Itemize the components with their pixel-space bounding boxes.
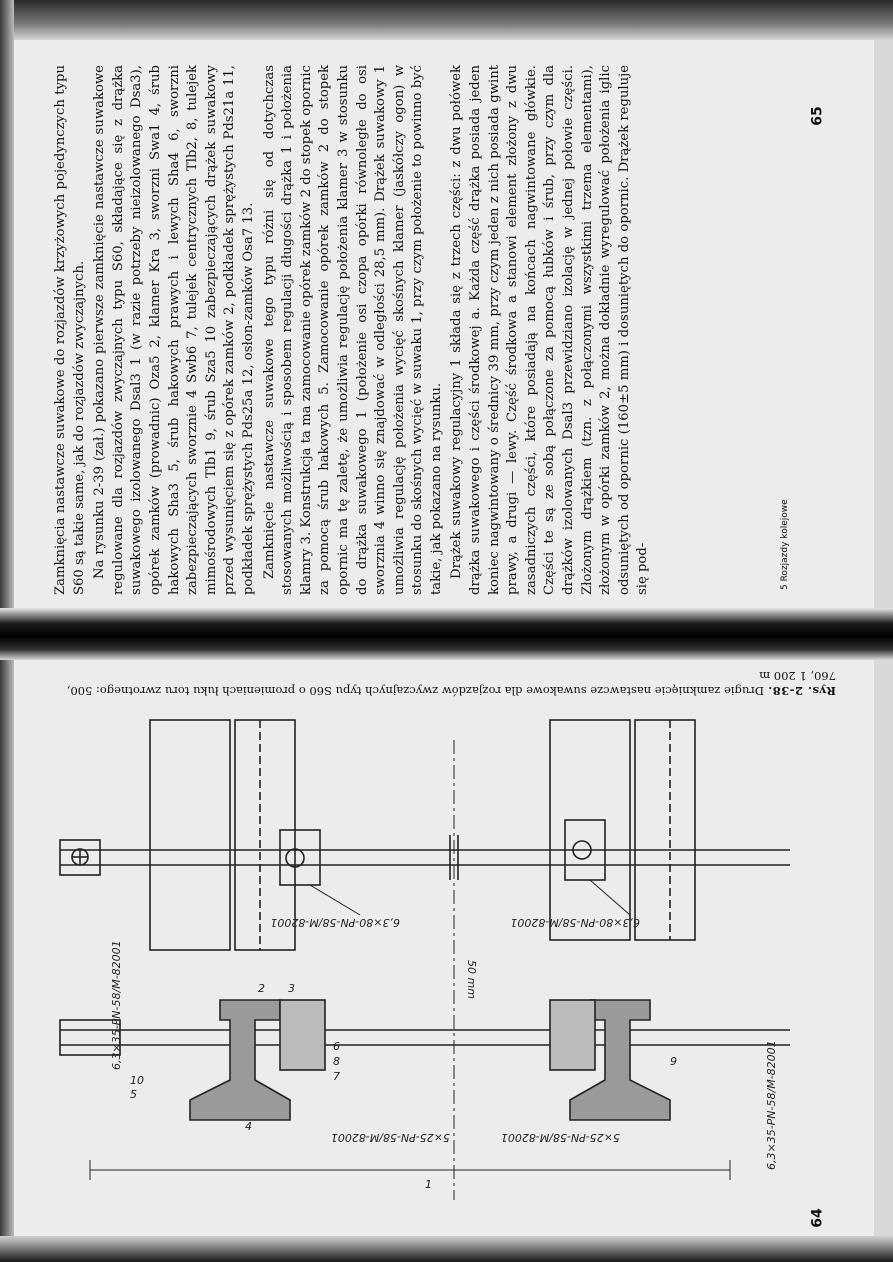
label-bolt-c: 6,3×35-PN-58/M-82001 bbox=[110, 940, 123, 1070]
paragraph: Na rysunku 2-39 (zał.) pokazano pierwsze zamknięcie nastawcze suwakowe regulowane dla rozjazdów zwyczajnych typu S60, składające się z drążka suwakowego izolowanego Dsal3 1 (w razie potrzeby nieizolowanego Dsa3), opórek zamków (prowadnic) Oza5 2, klamer Kra 3, sworzni Swa1 4, śrub hakowych Sha3 5, śrub hakowych prawych i lewych Sha4 6, sworzni zabezpieczających sworznie 4 Swb6 7, tulejek centrycznych Tlb2, 8, tulejek mimośrodowych Tlb1 9, śrub Sza5 10 zabezpieczających drążek suwakowy przed wysunięciem się z opórek zamków 2, podkładek sprężystych Pds21a 11, podkładek sprężystych Pds25a 12, osłon-zamków Osa7 13. bbox=[92, 65, 256, 595]
paragraph: Zamknięcie nastawcze suwakowe tego typu różni się od dotychczas stosowanych możliwością i sposobem regulacji długości drążka 1 i położenia klamry 3. Konstrukcja ta ma zamocowanie opórek zamków 2 do stopek opornic za pomocą śrub hakowych 5. Zamocowanie opórek zamków 2 do stopek opornic ma tę zaletę, że umożliwia regulację położenia klamer 3 w stosunku do drążka suwakowego 1 (położenie osi czopa opórki równoległe do osi sworznia 4 winno się znajdować w odległości 28,5 mm). Drążek suwakowy 1 umożliwia regulację położenia wycięć skośnych klamer (jaskółczy ogon) w stosunku do skośnych wycięć w suwaku 1, przy czym położenie to powinno być takie, jak pokazano na rysunku. bbox=[261, 65, 444, 595]
page-number-64: 64 bbox=[809, 1208, 826, 1228]
label-dim-1: 1 bbox=[425, 1178, 432, 1191]
book-gutter bbox=[0, 608, 893, 660]
technical-drawing-switch-lock bbox=[30, 700, 810, 1220]
label-n10: 10 bbox=[130, 1074, 144, 1087]
label-dim-50: 50 mm bbox=[465, 960, 478, 999]
label-bolt-d: 6,3×35-PN-58/M-82001 bbox=[765, 1040, 778, 1170]
figure-caption bbox=[46, 668, 836, 698]
label-bolt-b: 6,3×80-PN-58/M-82001 bbox=[510, 916, 640, 929]
figure-caption-label: Rys. 2-38. bbox=[767, 684, 836, 698]
label-n7: 7 bbox=[333, 1070, 340, 1083]
footer-note: 5 Rozjazdy kolejowe bbox=[780, 499, 790, 590]
label-n6: 6 bbox=[333, 1040, 340, 1053]
label-n2: 2 bbox=[258, 982, 265, 995]
label-n9: 9 bbox=[670, 1055, 677, 1068]
scan-edge-top bbox=[0, 0, 893, 40]
page-65-body-text bbox=[52, 65, 792, 595]
label-n4: 4 bbox=[245, 1120, 252, 1133]
label-bolt-a: 6,3×80-PN-58/M-82001 bbox=[270, 916, 400, 929]
paragraph: Drążek suwakowy regulacyjny 1 składa się z trzech części: z dwu połówek drążka suwakowego i części środkowej a. Każda część drążka posiada jeden koniec nagwintowany o średnicy 39 mm, przy czym jeden z nich posiada gwint prawy, a drugi — lewy. Część środkowa a stanowi element złożony z dwu zasadniczych części, które posiadają na końcach nagwintowane główkie. Części te są ze sobą połączone za pomocą łubków i śrub, przy czym dla drążków izolowanych Dsal3 przewidziano izolację w jednej połowie części. Złożonym drążkiem (tzn. z połączonymi wszystkimi trzema elementami), złożonym w opórki zamków 2, można dokładnie wyregulować położenia iglic odsuniętych od opornic (160±5 mm) i dosuniętych do opornic. Drążek reguluje się pod- bbox=[449, 65, 651, 595]
scan-edge-bottom bbox=[0, 1236, 893, 1262]
label-bolt-e: 5×25-PN-58/M-82001 bbox=[330, 1131, 450, 1144]
figure-caption-text: Drugie zamknięcie nastawcze suwakowe dla rozjazdów zwyczajnych typu S60 o promieniach łuku toru zwrotnego: 500, 760, 1 200 m bbox=[66, 669, 836, 698]
label-n8: 8 bbox=[333, 1055, 340, 1068]
label-bolt-f: 5×25-PN-58/M-82001 bbox=[500, 1131, 620, 1144]
page-number-65: 65 bbox=[809, 106, 826, 126]
label-n3: 3 bbox=[288, 982, 295, 995]
label-n5: 5 bbox=[130, 1088, 137, 1101]
paragraph: Zamknięcia nastawcze suwakowe do rozjazdów krzyżowych pojedynczych typu S60 są takie same, jak do rozjazdów zwyczajnych. bbox=[53, 65, 87, 595]
